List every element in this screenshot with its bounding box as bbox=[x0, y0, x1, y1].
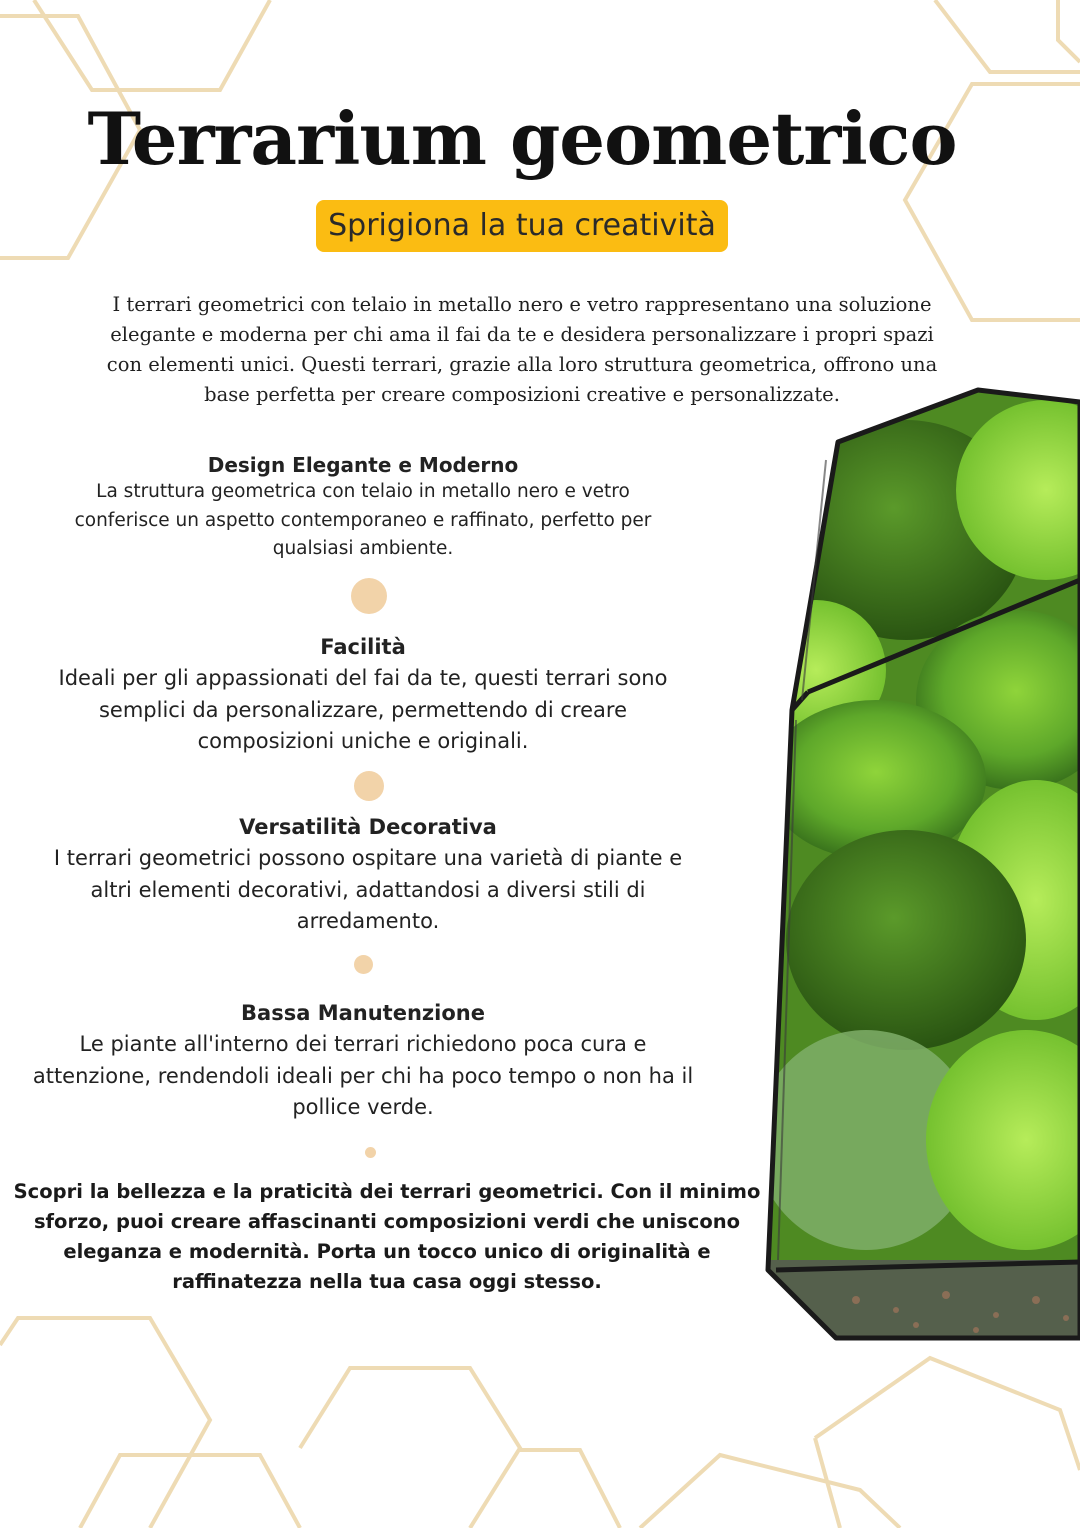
separator-dot bbox=[365, 1147, 376, 1158]
feature-text: Le piante all'interno dei terrari richiedono poca cura e attenzione, rendendoli ideali per chi ha poco tempo o non ha il pollice verde. bbox=[32, 1032, 694, 1119]
terrarium-photo bbox=[756, 380, 1080, 1350]
feature-title: Facilità bbox=[320, 635, 406, 659]
feature-section-versatilita bbox=[40, 812, 696, 938]
separator-dot bbox=[351, 578, 387, 614]
feature-section-design bbox=[48, 452, 678, 564]
feature-section-facilita bbox=[40, 632, 686, 758]
feature-section-manutenzione bbox=[30, 998, 696, 1124]
separator-dot bbox=[354, 955, 373, 974]
feature-title: Versatilità Decorativa bbox=[239, 815, 497, 839]
closing-paragraph: Scopri la bellezza e la praticità dei terrari geometrici. Con il minimo sforzo, puoi creare affascinanti composizioni verdi che uniscono eleganza e modernità. Porta un tocco unico di originalità e raffinatezza nella tua casa oggi stesso. bbox=[13, 1180, 761, 1293]
page-title: Terrarium geometrico bbox=[87, 96, 957, 181]
separator-dot bbox=[354, 771, 384, 801]
feature-title: Bassa Manutenzione bbox=[241, 1001, 485, 1025]
tagline-badge: Sprigiona la tua creatività bbox=[316, 200, 728, 252]
feature-text: La struttura geometrica con telaio in metallo nero e vetro conferisce un aspetto contemporaneo e raffinato, perfetto per qualsiasi ambiente. bbox=[74, 481, 652, 559]
intro-paragraph: I terrari geometrici con telaio in metallo nero e vetro rappresentano una soluzione elegante e moderna per chi ama il fai da te e desidera personalizzare i propri spazi con elementi unici. Questi terrari, grazie alla loro struttura geometrica, offrono una base perfetta per creare composizioni creative e personalizzate. bbox=[106, 293, 938, 406]
feature-text: Ideali per gli appassionati del fai da te, questi terrari sono semplici da personalizzare, permettendo di creare composizioni uniche e originali. bbox=[58, 666, 668, 753]
feature-text: I terrari geometrici possono ospitare una varietà di piante e altri elementi decorativi, adattandosi a diversi stili di arredamento. bbox=[53, 846, 683, 933]
feature-title: Design Elegante e Moderno bbox=[207, 453, 519, 477]
